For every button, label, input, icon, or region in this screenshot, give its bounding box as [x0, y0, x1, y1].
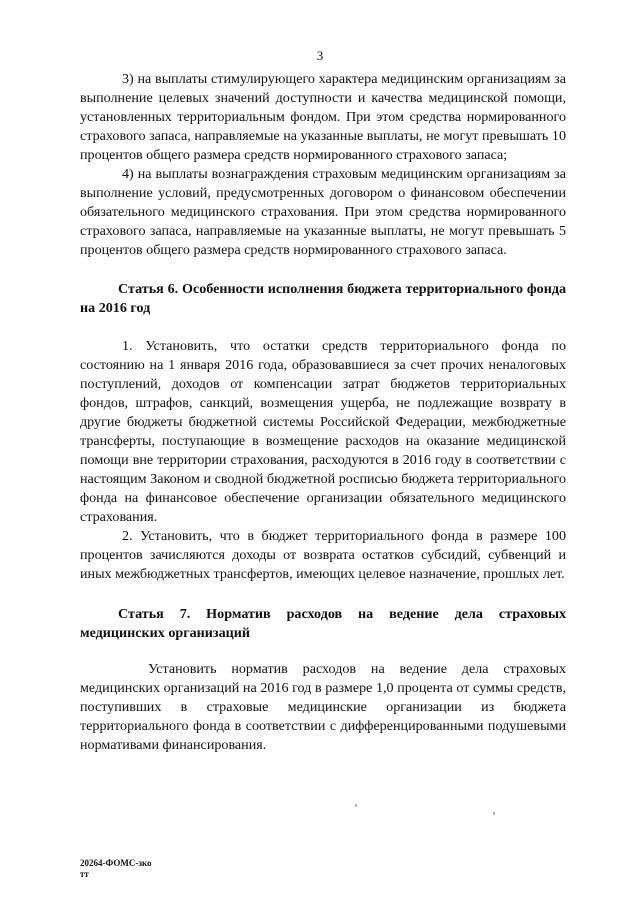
scan-speck: [355, 804, 357, 807]
article-6-paragraph-2: 2. Установить, что в бюджет территориального фонда в размере 100 процентов зачисляются доходы от возврата остатков субсидий, субвенций и иных межбюджетных трансфертов, имеющих целевое назначение, прошлых лет.: [80, 528, 566, 582]
article-7-heading: Статья 7. Норматив расходов на ведение дела страховых медицинских организаций: [80, 606, 566, 641]
article-7-paragraph-1: Установить норматив расходов на ведение дела страховых медицинских организаций на 2016 год в размере 1,0 процента от суммы средств, поступивших в страховые медицинские организации из бюджета территориального фонда в соответствии с дифференцированными подушевыми нормативами финансирования.: [80, 661, 566, 753]
paragraph-item-3: 3) на выплаты стимулирующего характера медицинским организациям за выполнение целевых значений доступности и качества медицинской помощи, установленных территориальным фондом. При этом средства нормированного страхового запаса, направляемые на указанные выплаты, не могут превышать 10 процентов общего размера средств нормированного страхового запаса;: [80, 71, 566, 163]
paragraph-item-4: 4) на выплаты вознаграждения страховым медицинским организациям за выполнение условий, предусмотренных договором о финансовом обеспечении обязательного медицинского страхования. При этом средства нормированного страхового запаса, направляемые на указанные выплаты, не могут превышать 5 процентов общего размера средств нормированного страхового запаса.: [80, 166, 566, 258]
article-6-heading: Статья 6. Особенности исполнения бюджета территориального фонда на 2016 год: [80, 281, 566, 316]
footer-initials: тт: [80, 869, 89, 879]
document-body: [80, 70, 566, 755]
footer-code: 20264-ФОМС-зко: [80, 858, 152, 868]
article-6-paragraph-1: 1. Установить, что остатки средств территориального фонда по состоянию на 1 января 2016 года, образовавшиеся за счет прочих неналоговых поступлений, доходов от компенсации затрат бюджетов территориальных фондов, штрафов, санкций, возмещения ущерба, не подлежащие возврату в другие бюджеты бюджетной системы Российской Федерации, межбюджетные трансферты, поступающие в возмещение расходов на оказание медицинской помощи вне территории страхования, расходуются в 2016 году в соответствии с настоящим Законом и сводной бюджетной росписью бюджета территориального фонда на финансовое обеспечение организации обязательного медицинского страхования.: [80, 338, 566, 525]
page-number: 3: [316, 48, 324, 63]
scan-speck: [493, 812, 495, 815]
document-footer: [80, 858, 152, 880]
